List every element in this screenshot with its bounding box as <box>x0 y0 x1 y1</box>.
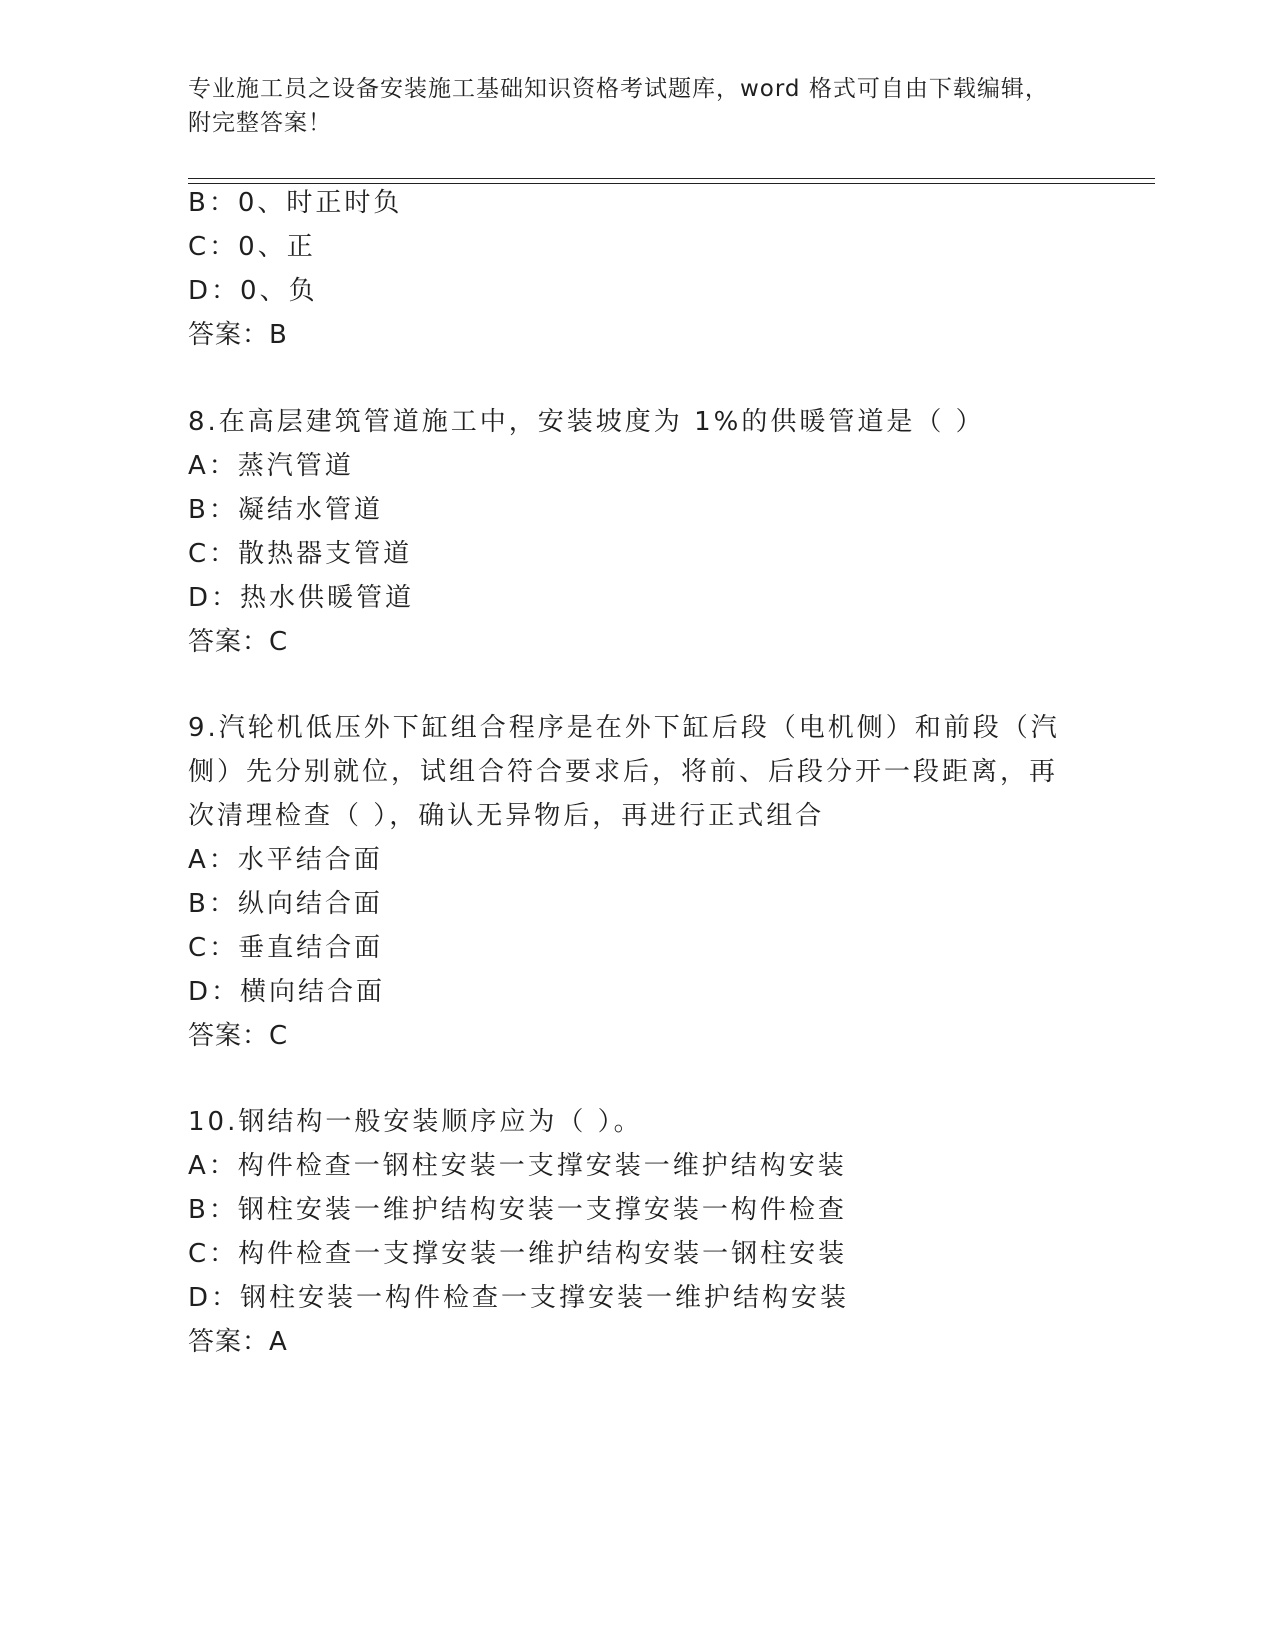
option-a: A：构件检查一钢柱安装一支撑安装一维护结构安装 <box>188 1151 847 1181</box>
question-stem: 10.钢结构一般安装顺序应为（ ）。 <box>188 1107 643 1137</box>
header-line-2: 附完整答案！ <box>188 110 332 136</box>
question-stem: 9.汽轮机低压外下缸组合程序是在外下缸后段（电机侧）和前段（汽 <box>188 713 1060 743</box>
option-c: C：散热器支管道 <box>188 539 413 569</box>
answer-line: 答案：B <box>188 320 288 350</box>
document-header <box>188 72 1088 140</box>
option-c: C：0、正 <box>188 232 316 262</box>
header-rule-bottom <box>188 183 1155 184</box>
header-line-1: 专业施工员之设备安装施工基础知识资格考试题库，word 格式可自由下载编辑， <box>188 76 1049 102</box>
option-d: D：0、负 <box>188 276 318 306</box>
option-b: B：钢柱安装一维护结构安装一支撑安装一构件检查 <box>188 1195 847 1225</box>
option-d: D：横向结合面 <box>188 977 386 1007</box>
option-b: B：凝结水管道 <box>188 495 383 525</box>
question-stem: 侧）先分别就位，试组合符合要求后，将前、后段分开一段距离，再 <box>188 757 1059 787</box>
question-stem: 次清理检查（ ），确认无异物后，再进行正式组合 <box>188 801 825 831</box>
option-a: A：蒸汽管道 <box>188 451 354 481</box>
answer-line: 答案：C <box>188 1021 289 1051</box>
answer-line: 答案：C <box>188 627 289 657</box>
question-stem: 8.在高层建筑管道施工中，安装坡度为 1%的供暖管道是（ ） <box>188 407 985 437</box>
option-a: A：水平结合面 <box>188 845 383 875</box>
option-c: C：垂直结合面 <box>188 933 384 963</box>
option-d: D：热水供暖管道 <box>188 583 415 613</box>
answer-line: 答案：A <box>188 1327 288 1357</box>
option-b: B：纵向结合面 <box>188 889 383 919</box>
option-b: B：0、时正时负 <box>188 188 403 218</box>
header-rule-top <box>188 178 1155 179</box>
option-d: D：钢柱安装一构件检查一支撑安装一维护结构安装 <box>188 1283 850 1313</box>
option-c: C：构件检查一支撑安装一维护结构安装一钢柱安装 <box>188 1239 848 1269</box>
